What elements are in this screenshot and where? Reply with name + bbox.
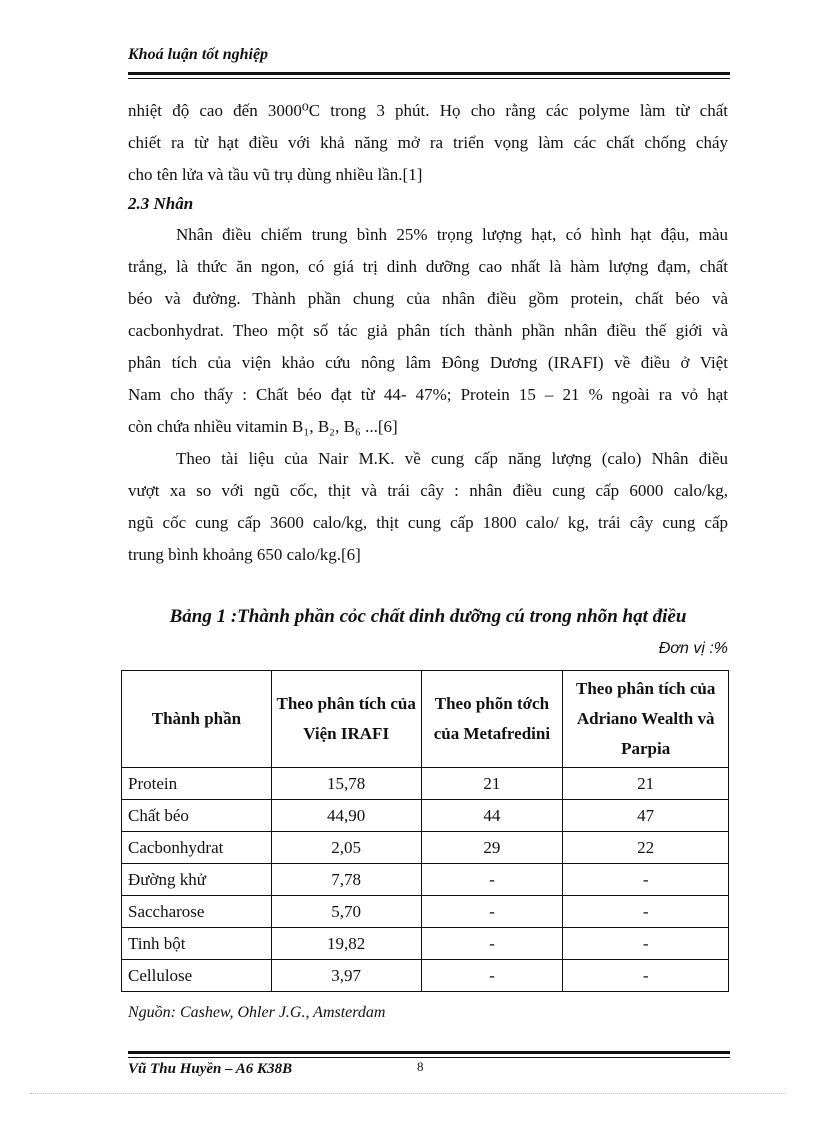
table-cell: - [563, 896, 729, 928]
table-row [122, 960, 729, 992]
table-cell: Cellulose [122, 960, 272, 992]
section-nhan [128, 189, 728, 571]
text-line: phân tích của viện khảo cứu nông lâm Đông Dương (IRAFI) về điều ở Việt [128, 353, 728, 372]
section-heading: 2.3 Nhân [128, 194, 194, 213]
text-line: trung bình khoảng 650 calo/kg.[6] [128, 545, 361, 564]
header-rule-thin [128, 78, 730, 79]
table-cell: - [421, 960, 563, 992]
text-line: vượt xa so với ngũ cốc, thịt và trái cây : nhân điều cung cấp 6000 calo/kg, [128, 481, 728, 500]
table-cell: 15,78 [271, 768, 421, 800]
table-source: Nguồn: Cashew, Ohler J.G., Amsterdam [128, 1004, 386, 1021]
text-line: cacbonhydrat. Theo một số tác giả phân tích thành phần nhân điều thế giới và [128, 321, 728, 340]
table-row [122, 768, 729, 800]
footer-rule-thick [128, 1051, 730, 1054]
table-cell: - [421, 896, 563, 928]
text-line: còn chứa nhiều vitamin B₁, B₂, B₆ ...[6] [128, 417, 398, 436]
running-header: Khoá luận tốt nghiệp [128, 46, 269, 63]
table-cell: Cacbonhydrat [122, 832, 272, 864]
text-line: trắng, là thức ăn ngon, có giá trị dinh dưỡng cao nhất là hàm lượng đạm, chất [128, 257, 728, 276]
column-header: Thành phần [122, 671, 272, 768]
text-line: chiết ra từ hạt điều với khả năng mở ra triển vọng làm các chất chống cháy [128, 133, 728, 152]
table-row [122, 928, 729, 960]
table-cell: 29 [421, 832, 563, 864]
table-cell: - [563, 960, 729, 992]
table-unit: Đơn vị :% [658, 640, 728, 657]
text-line: béo và đường. Thành phần chung của nhân điều gồm protein, chất béo và [128, 289, 728, 308]
table-cell: 7,78 [271, 864, 421, 896]
column-header: Theo phân tích của Adriano Wealth và Parpia [563, 671, 729, 768]
text-line: nhiệt độ cao đến 3000⁰C trong 3 phút. Họ cho rằng các polyme làm từ chất [128, 101, 728, 120]
table-row [122, 800, 729, 832]
table-cell: 21 [421, 768, 563, 800]
table-cell: 2,05 [271, 832, 421, 864]
table-row [122, 896, 729, 928]
table-cell: Protein [122, 768, 272, 800]
text-line: Nhân điều chiếm trung bình 25% trọng lượng hạt, có hình hạt đậu, màu [176, 225, 728, 244]
column-header: Theo phân tích của Viện IRAFI [271, 671, 421, 768]
column-header: Theo phõn tớch của Metafredini [421, 671, 563, 768]
intro-paragraph [128, 95, 728, 191]
table-row [122, 864, 729, 896]
text-line: ngũ cốc cung cấp 3600 calo/kg, thịt cung cấp 1800 calo/ kg, trái cây cung cấp [128, 513, 728, 532]
nutrition-table [121, 670, 729, 992]
table-cell: 3,97 [271, 960, 421, 992]
footer-rule-thin [128, 1057, 730, 1058]
table-cell: - [563, 864, 729, 896]
page-edge-dots [30, 1093, 786, 1094]
text-line: Nam cho thấy : Chất béo đạt từ 44- 47%; Protein 15 – 21 % ngoài ra vỏ hạt [128, 385, 728, 404]
table-cell: Saccharose [122, 896, 272, 928]
footer-author: Vũ Thu Huyền – A6 K38B [128, 1061, 293, 1077]
table-cell: 5,70 [271, 896, 421, 928]
table-cell: 21 [563, 768, 729, 800]
table-cell: 44 [421, 800, 563, 832]
table-cell: Chất béo [122, 800, 272, 832]
table-cell: - [421, 864, 563, 896]
text-line: Theo tài liệu của Nair M.K. về cung cấp năng lượng (calo) Nhân điều [176, 449, 728, 468]
table-cell: Tinh bột [122, 928, 272, 960]
table-cell: 47 [563, 800, 729, 832]
header-rule-thick [128, 72, 730, 75]
table-cell: 44,90 [271, 800, 421, 832]
table-header-row [122, 671, 729, 768]
table-cell: - [421, 928, 563, 960]
table-cell: 22 [563, 832, 729, 864]
text-line: cho tên lửa và tầu vũ trụ dùng nhiều lần.[1] [128, 165, 423, 184]
table-cell: 19,82 [271, 928, 421, 960]
table-row [122, 832, 729, 864]
table-cell: - [563, 928, 729, 960]
table-cell: Đường khử [122, 864, 272, 896]
table-title: Bảng 1 :Thành phần cỏc chất dinh dưỡng cú trong nhõn hạt điều [169, 606, 687, 627]
page-number: 8 [417, 1059, 424, 1074]
